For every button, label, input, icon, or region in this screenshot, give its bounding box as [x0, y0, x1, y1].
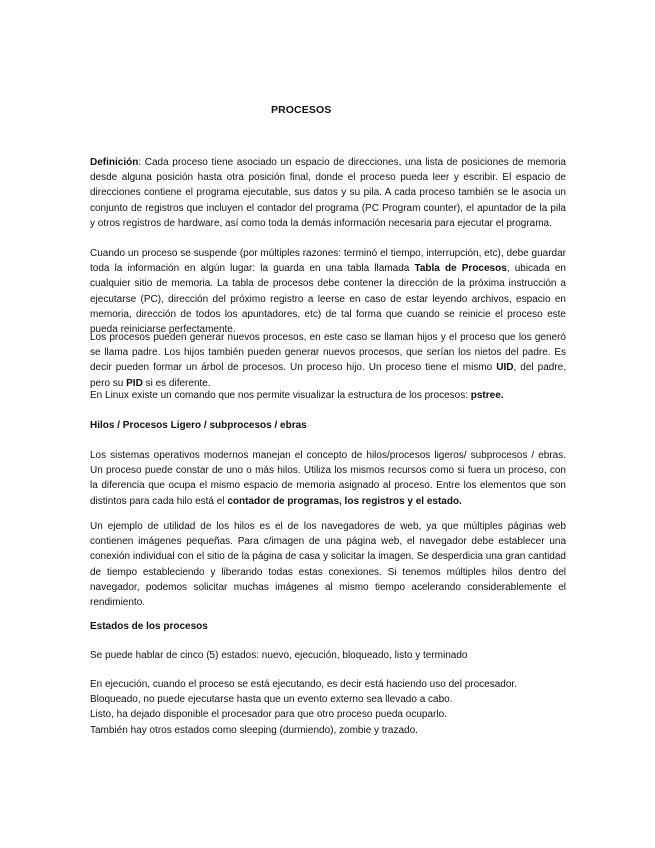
hijos-text-3: si es diferente. — [142, 377, 211, 389]
tabla-procesos-term: Tabla de Procesos — [414, 263, 507, 275]
hijos-text-1: Los procesos pueden generar nuevos procesos, en este caso se llaman hijos y el proceso que los generó se llama padre. Los hijos también pueden generar nuevos procesos, que serían los nietos del padre. Es decir pueden formar un árbol de procesos. Un proceso hijo. Un proceso tiene el mismo — [90, 332, 566, 374]
estados-intro: Se puede hablar de cinco (5) estados: nuevo, ejecución, bloqueado, listo y terminado — [90, 650, 468, 661]
pid-term: PID — [126, 377, 143, 389]
linux-paragraph — [90, 388, 566, 403]
estados-heading: Estados de los procesos — [90, 621, 208, 632]
hijos-paragraph — [90, 330, 566, 391]
hilos-paragraph-1 — [90, 448, 566, 509]
definicion-label: Definición — [90, 157, 139, 168]
suspende-text-1: Cuando un proceso se suspende (por múltiples razones: terminó el tiempo, interrupción, etc), debe guardar toda la información en algún lugar: la guarda en una tabla llamada — [90, 248, 566, 275]
suspende-text-2: , ubicada en cualquier sitio de memoria. La tabla de procesos debe contener la dirección de la próxima instrucción a ejecutarse (PC), dirección del próximo registro a leerse en caso de estar leyendo archivos, espacio en memoria, dirección de todos los apuntadores, etc) de tal forma que cuando se reinicie el proceso este pueda reiniciarse perfectamente. — [90, 263, 566, 336]
definicion-text: : Cada proceso tiene asociado un espacio de direcciones, una lista de posiciones de memoria desde alguna posición hasta otra posición final, donde el proceso pueda leer y escribir. El espacio de direcciones contiene el programa ejecutable, sus datos y su pila. A cada proceso también se le asocia un conjunto de registros que incluyen el contador del programa (PC Program counter), el apuntador de la pila y otros registros de hardware, así como toda la demás información necesaria para ejecutar el programa. — [90, 157, 566, 229]
hilos-paragraph-2: Un ejemplo de utilidad de los hilos es el de los navegadores de web, ya que múltiples páginas web contienen imágenes pequeñas. Para c/imagen de una página web, el navegador debe establecer una conexión individual con el sitio de la página de casa y solicitar la imagen. Se desperdicia una gran cantidad de tiempo estableciendo y liberando todas estas conexiones. Si tenemos múltiples hilos dentro del navegador, podemos solicitar muchas imágenes al mismo tiempo acelerando considerablemente el rendimiento. — [90, 521, 566, 609]
estado-item: Bloqueado, no puede ejecutarse hasta que un evento externo sea llevado a cabo. — [90, 694, 453, 706]
hilos-bold-elements: contador de programas, los registros y el estado. — [227, 495, 462, 507]
estados-list — [90, 677, 566, 738]
estado-item: En ejecución, cuando el proceso se está ejecutando, es decir está haciendo uso del procesador. — [90, 679, 517, 690]
suspende-paragraph — [90, 246, 566, 337]
hilos-text-1: Los sistemas operativos modernos manejan el concepto de hilos/procesos ligeros/ subprocesos / ebras. Un proceso puede constar de uno o más hilos. Utiliza los mismos recursos como si fuera un proceso, con la diferencia que ocupa el mismo espacio de memoria asignado al proceso. Entre los elementos que son distintos para cada hilo está el — [90, 450, 566, 507]
definicion-paragraph — [90, 155, 566, 231]
hijos-text-2: , del padre, pero su — [90, 362, 566, 389]
hilos-heading: Hilos / Procesos Ligero / subprocesos / ebras — [90, 420, 307, 431]
estado-item: También hay otros estados como sleeping (durmiendo), zombie y trazado. — [90, 724, 418, 736]
estado-item: Listo, ha dejado disponible el procesador para que otro proceso pueda ocuparlo. — [90, 709, 447, 721]
pstree-command: pstree. — [470, 390, 504, 401]
document-title: PROCESOS — [271, 104, 332, 116]
linux-text: En Linux existe un comando que nos permite visualizar la estructura de los procesos: — [90, 390, 471, 401]
uid-term: UID — [496, 362, 514, 374]
